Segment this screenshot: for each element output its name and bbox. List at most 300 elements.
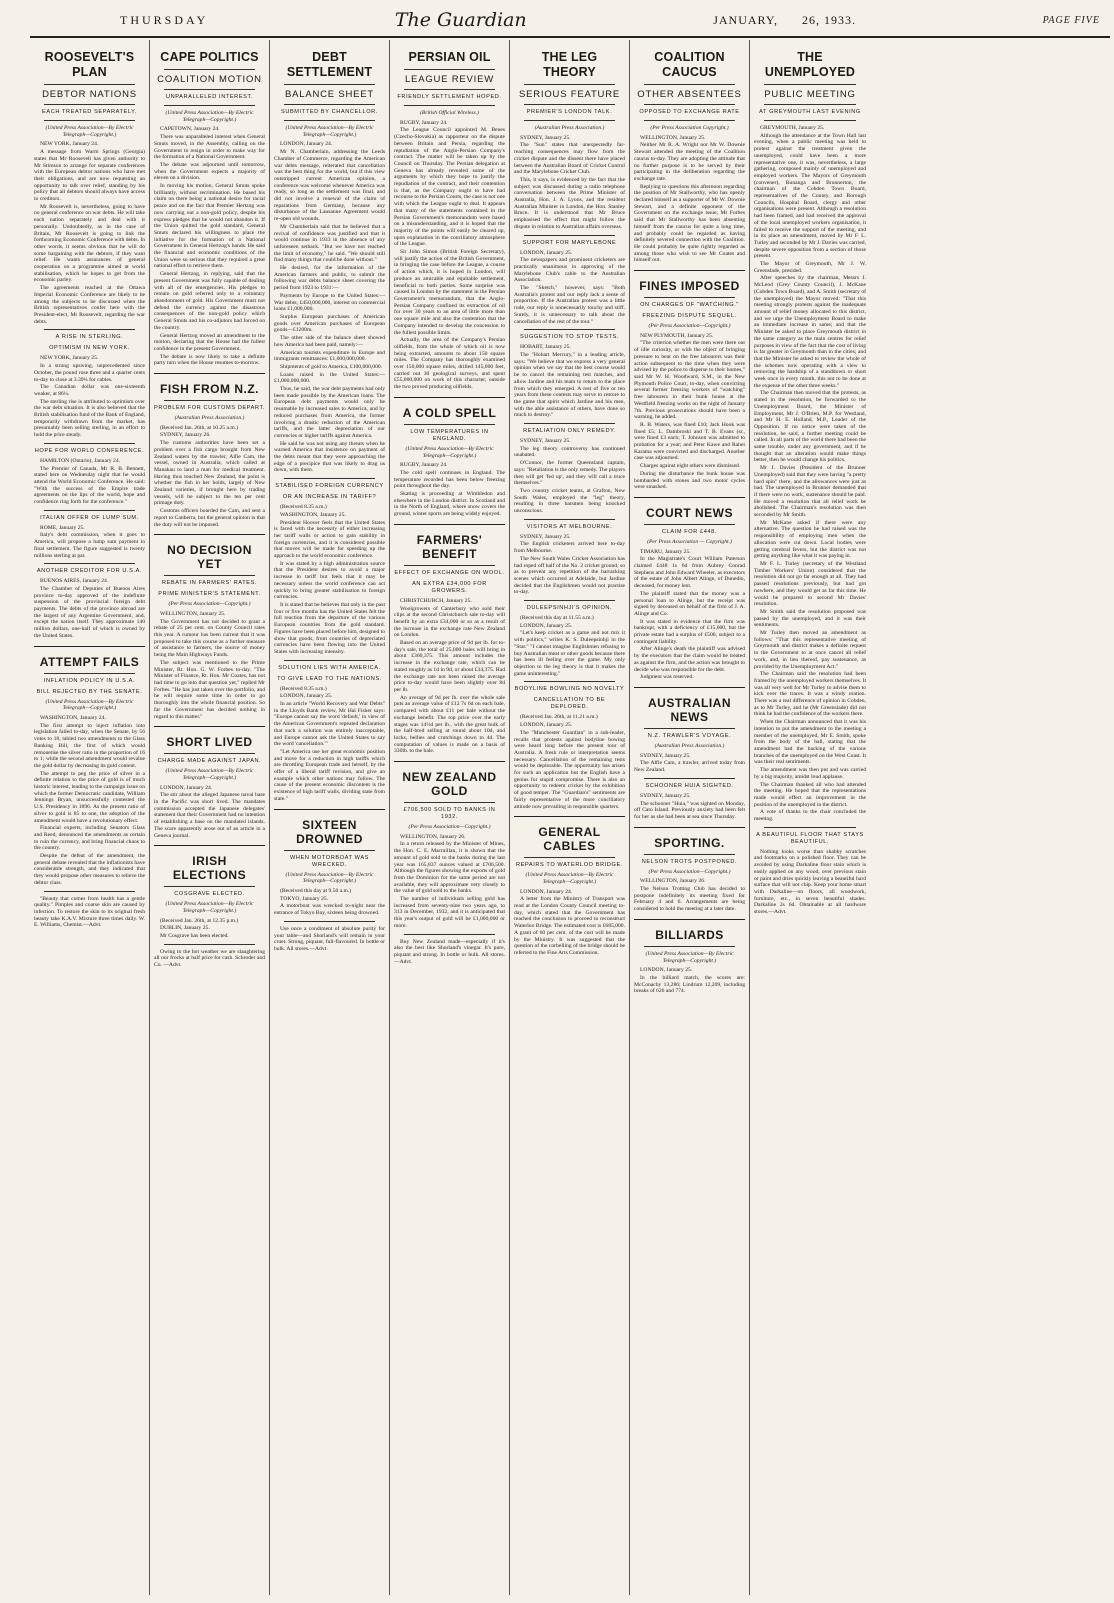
paragraph: He desired, for the information of the American farmers and public, to submit the following war debts balance sheet covering the period from 1923 to 1931:—: [274, 265, 385, 292]
paragraph: President Hoover feels that the United States is faced with the necessity of either increasing her tariff walls or action to gain stability in foreign currencies, and it is considered possible that moves will be made for speeding up the approach to the world economic conference.: [274, 519, 385, 560]
paragraph: Mr Chamberlain said that he believed that a revival of confidence was justified and that it would continue in 1933 in the absence of any unforeseen setback. "But we have not reached the limit of economy," he said. "We should still find many things that could be done without.": [274, 223, 385, 264]
dateline: (United Press Association—By Electric Telegraph—Copyright.): [165, 901, 254, 914]
headline: DEBT SETTLEMENT: [286, 50, 373, 79]
paragraph: The Chairman then moved that the protests, as stated in the resolution, be forwarded to the Unemployment Board, the Minister of Employment, Mr J. O'Brien, M.P. for Westland, and Mr H. E. Holland, M.P., Leader of the Opposition. If no notice were taken of the resolution, he said, a further meeting could be called. In all parts of the world there had been the same trouble, under any government, and if he thought that an alteration would make things better, then he would change his politics.: [754, 390, 866, 464]
section-heading: N.Z. TRAWLER'S VOYAGE.: [647, 733, 732, 739]
paragraph: The Premier of Canada, Mr R. B. Bennett, stated here on Wednesday night that he would attend the World Economic Conference. He said: "With the success of the Empire trade agreements on the lips of the world, hope and confidence ring forth for the conference.": [34, 465, 145, 506]
section-heading: EFFECT OF EXCHANGE ON WOOL.: [394, 569, 505, 576]
paragraph: The "Sun" states that unexpectedly far-reaching consequences may flow from the cricket dispute and the dissent there have placed between the Australian Board of Cricket Control and the Marylebone Cricket Club.: [514, 142, 625, 176]
section-heading: STABILISED FOREIGN CURRENCY: [275, 483, 384, 490]
column-7: [750, 40, 870, 1595]
paragraph: Loans raised in the United States:—£1,000,000,000.: [274, 371, 385, 385]
section-heading: SUPPORT FOR MARYLEBONE: [522, 239, 617, 246]
paragraph: During the disturbance the bunk house was bombarded with stones and two motor cycles were smashed.: [634, 470, 745, 491]
paragraph: After Alinge's death the plaintiff was advised by the executors that the claim would be treated as against the firm, and the action was brought to decide who was responsible for the debt.: [634, 646, 745, 673]
section-heading: PROBLEM FOR CUSTOMS DEPART.: [154, 405, 265, 412]
divider: [274, 809, 385, 810]
paragraph: NEW PLYMOUTH, January 25.: [640, 332, 714, 339]
section-heading: PREMIER'S LONDON TALK.: [526, 109, 613, 115]
rule: [644, 104, 735, 105]
paragraph: Mr F. L. Turley (secretary of the Westland Timber Workers' Union) considered that the resolution did not go far enough at all. They had passed resolutions previously, but had got nowhere, and they would get as far this time. He would be prepared to second Mr Davies' resolution.: [754, 561, 866, 608]
masthead-rule: [30, 36, 1110, 38]
section-heading: REBATE IN FARMERS' RATES.: [161, 580, 258, 587]
paragraph: Despite the defeat of the amendment, the general debate revealed that the inflationists have considerable strength, and they indicated that they would propose other measures to relieve the debtor class.: [34, 853, 145, 886]
section-heading: ON CHARGES OF "WATCHING.": [640, 302, 739, 309]
article-headline: FISH FROM N.Z.: [160, 382, 259, 397]
paragraph: Charges against eight others were dismissed.: [640, 463, 741, 470]
rule: [284, 120, 375, 121]
rule: [44, 563, 135, 564]
paragraph: LONDON, January 25.: [520, 249, 573, 256]
column-6: [630, 40, 750, 1595]
dateline: (United Press Association—By Electric Telegraph—Copyright.): [285, 125, 374, 138]
rule: [524, 857, 615, 858]
paragraph: The customs authorities have been set a problem over a fish cargo brought from New Zealand waters by the trawler, Alfie Cam, the vessel, owned in Australia, which called at Manakau to land a man for medical treatment. Having thus touched New Zealand, the point is whether the fish in her holds, largely of New Zealand varieties, if brought here by trading vessels, will be subject to the ten per cent primage duty.: [154, 440, 265, 507]
paragraph: Financial experts, including Senators Glass and Reed, denounced the amendments as certain to ruin the currency, and bring financial chaos to the country.: [34, 825, 145, 852]
section-heading: CLAIM FOR £448.: [661, 528, 717, 535]
rule: [164, 575, 255, 576]
rule: [164, 105, 255, 106]
masthead: [60, 8, 1100, 32]
rule: [284, 921, 375, 922]
rule: [644, 524, 735, 525]
article-headline: NO DECISION YET: [167, 543, 252, 572]
paragraph: Buy New Zealand made—especially if it's also the best like Shorland's vinegar. It's pure, piquant and strong. In bottle or bulk. All stores. —Advt.: [394, 938, 505, 965]
section-heading: NELSON TROTS POSTPONED.: [641, 858, 738, 865]
paragraph: The Mayor of Greymouth, Mr J. W. Greenslade, presided.: [754, 261, 866, 274]
section-heading: DULEEPSINHJI'S OPINION.: [526, 605, 613, 612]
article-headline: FARMERS' BENEFIT: [416, 532, 483, 561]
column-2: [150, 40, 270, 1595]
paragraph: LONDON, January 24.: [280, 141, 333, 148]
paragraph: The attempt to peg the price of silver in a definite relation to the price of gold is of much historic interest, leading to the campaign issue on which the former Democratic candidate, William Jennings Bryan, unsuccessfully contested the U.S. Presidency in 1896. As the present ratio of silver to gold is 85 to one, the adoption of the amendment would have a revolutionary effect.: [34, 770, 145, 824]
paragraph: The sterling rise is attributed to optimism over the war debt situation. It is also believed that the British stabilisation fund of the Bank of England, temporarily withdrawn from the market, has presumably been selling sterling, in an effort to hold the price steady.: [34, 398, 145, 439]
paragraph: (Received 8.35 a.m.): [280, 504, 327, 511]
paragraph: WELLINGTON, January 25.: [640, 134, 706, 141]
rule: [644, 84, 735, 85]
section-heading: RETALIATION ONLY REMEDY.: [523, 428, 616, 435]
paragraph: SYDNEY, January 25.: [520, 533, 571, 540]
dateline: (Australian Press Association.): [174, 415, 245, 422]
rule: [524, 600, 615, 601]
section-heading: VISITORS AT MELBOURNE.: [526, 523, 613, 530]
rule: [44, 443, 135, 444]
article-headline: IRISH ELECTIONS: [172, 854, 247, 883]
paragraph: Sir John Simon (British Foreign Secretary), will justify the action of the British Government, in bringing the case before the League, a course of action which, it is hoped in London, will produce an amicable and equitable settlement, beneficial to both parties. Some surprise was caused in London by the statement in the Persian Government's memorandum, that the Anglo-Persian Company confined its extraction of oil for over 30 years to an area of little more than one square mile and also the contention that the Company intended to develop the concession to the fullest possible limits.: [394, 249, 505, 336]
paragraph: TOKYO, January 25.: [280, 895, 329, 902]
divider: [634, 497, 745, 498]
section-heading: BODYLINE BOWLING NO NOVELTY: [514, 686, 625, 693]
paragraph: The Government has not decided to grant a rebate of 25 per cent. on County Council rates this year. A rumour has been current that it was proposed to take this course as a further measure of assistance to farmers, the source of money being the Main Highways Funds.: [154, 618, 265, 659]
rule: [164, 753, 255, 754]
paragraph: Payments by Europe to the United States:—War debts, £450,000,000, interest on commercial loans £1,000,000.: [274, 292, 385, 313]
paragraph: LONDON, January 24.: [520, 888, 573, 895]
headline: COALITION CAUCUS: [654, 50, 725, 79]
subheadline: COALITION MOTION: [157, 74, 262, 85]
headline: THE UNEMPLOYED: [764, 50, 856, 79]
paragraph: GREYMOUTH, January 25.: [760, 125, 825, 131]
paragraph: BUENOS AIRES, January 24.: [40, 578, 109, 585]
article-headline: AUSTRALIAN NEWS: [648, 696, 731, 724]
paragraph: (Received this day at 9.50 a.m.): [280, 887, 352, 894]
paragraph: The leg theory controversy has continued unabated.: [514, 445, 625, 459]
paragraph: WELLINGTON, January 26.: [400, 833, 466, 840]
paragraph: The Chairman thanked all who had attended the meeting. He hoped that the representations made would effect an improvement in the position of the unemployed in the district.: [754, 781, 866, 808]
masthead-day: THURSDAY: [120, 12, 209, 27]
paragraph: A motorboat was wrecked to-night near the entrance of Tokyo Bay, sixteen being drowned.: [274, 903, 385, 917]
paragraph: WELLINGTON, January 25.: [160, 610, 226, 617]
dateline: (United Press Association—By Electric Telegraph—Copyright.): [525, 872, 614, 885]
rule: [44, 84, 135, 85]
section-heading: FREEZING DISPUTE SEQUEL.: [642, 313, 737, 320]
rule: [524, 104, 615, 105]
rule: [764, 827, 856, 828]
paragraph: Mr Smith said the resolution proposed was passed by the unemployed, and it was their sentiments.: [754, 608, 866, 629]
rule: [524, 329, 615, 330]
paragraph: WASHINGTON, January 25.: [280, 511, 346, 518]
rule: [404, 105, 495, 106]
paragraph: In a return released by the Minister of Mines, the Hon. C. E. Macmillan, it is shown that the amount of gold sold to the banks during the last year was 165,837 ounces valued at £706,500. Although the figures showing the exports of gold from the Dominion for the same period are not available, they will approximate very closely to the value of gold sold to the banks.: [394, 841, 505, 895]
article-headline: ATTEMPT FAILS: [39, 654, 140, 669]
section-heading: COSGRAVE ELECTED.: [174, 891, 245, 898]
paragraph: R. B. Waters, was fined £10; Jack Hook was fined £5; L. Dambroski and T. B. Evans (sr., were fined £3 each; T. Johnson was admitted to probation for a year; and Peter Kawe and Rahei Karama were convicted and discharged. Another case was adjourned.: [634, 421, 745, 462]
paragraph: Mr J. Davies (President of the Brunner Unemployed) said that they were having "a pretty hard spin" there, and the allowances were just as bad. The unemployed in Brunner demanded that if there were no work, sustenance should be paid. He moved a resolution that all relief work be abolished. The Chairman's resolution was then seconded by Mr Smith.: [754, 465, 866, 519]
dateline: (Per Press Association—Copyright.): [168, 601, 251, 608]
paragraph: SYDNEY, January 25.: [640, 752, 691, 759]
paragraph: RUGBY, January 24.: [400, 119, 448, 126]
paragraph: LONDON, January 25.: [280, 693, 333, 700]
rule: [644, 778, 735, 779]
section-heading: £706,500 SOLD TO BANKS IN 1932.: [403, 807, 496, 821]
paragraph: The cold spell continues in England. The temperature recorded has been below freezing point throughout the day.: [394, 469, 505, 490]
dateline: (Per Press Association Copyright.): [650, 125, 729, 131]
dateline: (United Press Association—By Electric Telegraph—Copyright.): [165, 768, 254, 781]
rule: [644, 297, 735, 298]
paragraph: Skating is proceeding at Wimbledon and elsewhere in the London district. In Scotland and in the North of England, where snow covers the ground, winter sports are being widely enjoyed.: [394, 491, 505, 518]
rule: [164, 944, 255, 945]
article-headline: FINES IMPOSED: [639, 279, 740, 294]
paragraph: Mr N. Chamberlain, addressing the Leeds Chamber of Commerce, regarding the American war debts message, reiterated that cancellation was the best thing for the world, but if this view outstripped current American opinion, a conference was welcome whenever America was ready, so long as the settlement was final, and did not involve a renewal of the claim of reparations from Germany, because any disturbance of the Lausanne Agreement would re-open old wounds.: [274, 149, 385, 223]
section-heading: LOW TEMPERATURES IN ENGLAND.: [410, 428, 489, 442]
divider: [514, 816, 625, 817]
paragraph: In the billiard match, the scores are: McConachy 13,286; Lindrum 12,209, including breaks of 626 and 774.: [634, 974, 745, 995]
paragraph: The "Manchester Guardian" in a sub-leader, recalls that protests against bodyline bowing were heard long before the present tour of Australia. A fresh rule or interpretation seems necessary. Cancellation of the remaining tests would be deplorable. The opportunity has arisen for such an application but the English have a genius for stupid compromise. There is also an opportunity to redeem cricket by the exhibition of good temper. The "Guardian's" sentiments are fairly representative of the more conciliatory attitude now prevailing in responsible quarters.: [514, 729, 625, 810]
paragraph: A message from Warm Springs (Georgia) states that Mr Roosevelt has given authority to Mr Stimson to arrange for separate conferences with the European debtor nations who have met their obligations, and are now requesting an opportunity to talk over relief, standing by his policy that all debtors should always have access to creditors.: [34, 149, 145, 203]
paragraph: SYDNEY, January 25.: [520, 438, 571, 445]
paragraph: It was stated in evidence that the firm was bankrupt, with a deficiency of £15,000, but the private estate had a surplus of £500, subject to a contingent liability.: [634, 618, 745, 645]
subheadline: PUBLIC MEETING: [764, 89, 856, 100]
paragraph: It is stated that he believes that only in the past four or five months has the United States felt the full reaction from the departure of the various European countries from the gold standard. Figures have been placed before him, designed to show that goods, from countries of depreciated currencies have been flowing into the United States with increasing intensity.: [274, 602, 385, 655]
section-heading: A BEAUTIFUL FLOOR THAT STAYS BEAUTIFUL.: [756, 831, 864, 845]
rule: [764, 104, 856, 105]
paragraph: Mr Cosgrave has been elected.: [160, 933, 229, 940]
paragraph: The League Council appointed M. Benes (Czecho-Slovakia) as rapporteur on the dispute between Britain and Persia, regarding the repudiation of the Anglo-Persian Company's contract. The matter will be taken up by the Council on Thursday. The Persian delegation at Geneva has already revealed some of the arguments by which they hope to justify the repudiation of the contract, and their contention is that, as the Company ought to have had recourse to the Persian Courts, the case is not one with which the League ought to deal. It appears that many of the statements contained in the Persian Government's memorandum were based on a misunderstanding, and it is hoped that the majority of the points will easily be cleared up, upon explanation in the conciliatory atmosphere of the League.: [394, 127, 505, 248]
section-heading: INFLATION POLICY IN U.S.A.: [43, 677, 136, 684]
paragraph: Owing to the hot weather we are slaughtering all our frocks at half price for cash. Schroder and Co. —Advt.: [154, 948, 265, 969]
paragraph: Although the attendance at the Town Hall last evening, when a public meeting was held to protest against the treatment given the unemployed, could have been a more representative one, it was, nevertheless, a large gathering, composed mainly of unemployed and employed workers. The Mayors of Greymouth (convener), Runanga and Brunnerton, the chairman of the Cobden Town Board, representatives of the County, and Borough Councils, Hospital Board, clergy and other organisations were present. Although a resolution had been framed, and had received the approval of the local unemployed workers organisation, it failed to receive the support of the meeting, and in its place an amendment, moved by Mr F. L. Turley and seconded by Mr J. Davies was carried, despite severe opposition from a section of those present.: [754, 132, 866, 260]
paragraph: TIMARU, January 25.: [640, 548, 691, 555]
rule: [284, 850, 375, 851]
article-headline: SIXTEEN DROWNED: [296, 817, 363, 846]
paragraph: DUBLIN, January 25.: [160, 925, 210, 932]
section-heading: SUGGESTION TO STOP TESTS.: [519, 334, 620, 341]
paragraph: Replying to questions this afternoon regarding the position of Mr Stallworthy, who has openly declared himself as a supporter of Mr W. Downie Stewart, and a definite opponent of the Government on the exchange issue, Mr Forbes said that Mr Stallworthy has been absenting himself from the caucus for quite a long time, and probably could be regarded as having definitely severed connection with the Coalition. He could probably be quite rightly regarded as among those who wish to see Mr Coates and himself out.: [634, 183, 745, 264]
paragraph: NEW YORK, January 24.: [40, 141, 99, 148]
column-3: [270, 40, 390, 1595]
dateline: (United Press Association—By Electric Telegraph—Copyright.): [405, 445, 494, 459]
divider: [634, 827, 745, 828]
rule: [164, 400, 255, 401]
article-headline: SPORTING.: [654, 835, 725, 850]
rule: [524, 120, 615, 121]
section-heading: WHEN MOTORBOAT WAS WRECKED.: [290, 854, 369, 868]
paragraph: O'Connor, the former Queensland captain, says: "Retaliation is the only remedy. The players then will get 'fed up', and they will call a truce themselves.": [514, 460, 625, 487]
dateline: (Australian Press Association.): [654, 743, 725, 749]
paragraph: The debate is now likely to take a definite party turn when the House resumes to-morrow.: [154, 353, 265, 367]
column-5: [510, 40, 630, 1595]
divider: [154, 534, 265, 535]
paragraph: "The criterion whether the men were there out of idle curiosity, or with the object of bringing pressure to bear on the free labourers was their action subsequent to the time when they were advised by the police to disperse to their homes," said Mr W. H. Woodward, S.M., in the New Plymouth Police Court, to-day, when convicting several former freezing workers of "watching" free labourers in their bunk house at the Westfield freezing works on the night of January 7th. Previous prosecutions should have been a warning, he added.: [634, 340, 745, 421]
rule: [644, 120, 735, 121]
section-heading: SOLUTION LIES WITH AMERICA.: [278, 664, 381, 671]
dateline: (United Press Association—By Electric Telegraph—Copyright.): [45, 698, 134, 712]
headline: ROOSEVELT'S PLAN: [44, 50, 135, 79]
paragraph: The first attempt to inject inflation into legislation failed to-day, when the Senate, by 56 votes to 18, tabled two amendments to the Glass Banking Bill, the first of which would remonetise the silver ratio in the proportion of 16 to 1; while the second amendment would revalue the gold dollar by decreasing its gold content.: [34, 722, 145, 769]
paragraph: (Received Jan. 26th, at 11.21 a.m.): [520, 714, 598, 721]
paragraph: The debate was adjourned until tomorrow, when the Government expects a majority of eleven on a division.: [154, 161, 265, 182]
article-headline: GENERAL CABLES: [538, 825, 601, 854]
paragraph: He said he was not using any threats when he warned America that insistence on payment of the debts meant that they were approaching the edge of a precipice that was likely to drag us down, with them.: [274, 440, 385, 474]
dateline: (Australian Press Association.): [534, 125, 605, 131]
rule: [764, 120, 856, 121]
paragraph: LONDON, January 25.: [520, 622, 573, 629]
paragraph: The subject was mentioned to the Prime Minister, Rt. Hon. G. W. Forbes to-day. "The Minister of Finance, Rt. Hon. Mr Coates, has not had time to go into that question yet," replied Mr Forbes. "He has just taken over the portfolio, and he will require some time in order to go thoroughly into the whole financial position. So far the Government has decided nothing in regard to this matter.": [154, 659, 265, 720]
rule: [44, 329, 135, 330]
paragraph: There was unparalleled interest when General Smuts moved, in the Assembly, calling on the Government to resign in order to make way for the formation of a National Government.: [154, 134, 265, 161]
paragraph: Two country cricket teams, at Grafton, New South Wales, employed the "leg" theory, resulting in three batsmen being knocked unconscious.: [514, 487, 625, 515]
paragraph: The stir about the alleged Japanese naval base in the Pacific was short lived. The mandates commission accepted the Japanese delegates' statement that their Government had no intention of establishing a base on the mandated islands. The scare apparently arose out of an article in a Geneva journal.: [154, 792, 265, 839]
paragraph: It was stated by a high administration source that the President desires to avoid a major increase in tariff but feels that it may be necessary unless the world conference can act quickly to bring greater stabilisation to foreign currencies.: [274, 560, 385, 601]
paragraph: Woolgrowers of Canterbury who sold their clips at the second Christchurch sale to-day will benefit by an extra £34,000 or so as a result of the increase in the exchange rate New Zealand on London.: [394, 605, 505, 639]
paragraph: Neither Mr R. A. Wright nor Mr W. Downie Stewart attended the meeting of the Coalition caucus to-day. They are adopting the attitude that no further purpose is to be served by their participating in the deliberation regarding the exchange rate.: [634, 142, 745, 182]
dateline: (British Official Wireless.): [420, 110, 479, 116]
rule: [524, 235, 615, 236]
rule: [44, 673, 135, 674]
dateline: (United Press Association—By Electric Telegraph—Copyright.): [285, 871, 374, 885]
divider: [394, 524, 505, 525]
rule: [524, 681, 615, 682]
dateline: (Per Press Association — Copyright.): [647, 538, 732, 545]
rule: [764, 84, 856, 85]
paragraph: "Let's keep cricket as a game and not mix it with politics," writes K. S. Duleepsinhji in the "Star." "I cannot imagine Englishmen refusing to buy Australian meat or other goods because there has been ill feeling over the game. My only objection to the leg theory is that it makes the game uninteresting.": [514, 630, 625, 677]
subheadline: SERIOUS FEATURE: [518, 89, 621, 100]
column-4: [390, 40, 510, 1595]
article-headline: A COLD SPELL: [402, 405, 497, 420]
paragraph: The New South Wales Cricket Association has had roped off half of the No. 2 cricket ground, so as to prevent any repetition of the barracking scenes which occurred at Adelaide, but Jardine decided that the Englishmen would not practise to-day.: [514, 555, 625, 596]
dateline: (Per Press Association—Copyright.): [648, 868, 731, 875]
article-headline: NEW ZEALAND GOLD: [402, 770, 497, 799]
rule: [644, 728, 735, 729]
paragraph: Based on an average price of 9d per lb. for to-day's sale, the total of 25,000 bales will bring in about £360,375. This amount includes the increase in the exchange rate, which can be stated roughly as 1d in 9d, or about £34,375. Had the exchange rate not been raised the average price to-day would have been slightly over 8d per lb.: [394, 640, 505, 693]
rule: [284, 104, 375, 105]
section-heading: PRIME MINISTER'S STATEMENT.: [158, 591, 261, 598]
rule: [404, 89, 495, 90]
paragraph: In an article "World Recovery and War Debts" in the Lloyds Bank review, Mr Hal Fisher says: "Europe cannot say the word 'default,' in view of the American Government's repeated declaration that such a solution was entirely inacceptable, and Europe cannot ask the United States to say the word 'cancellation.'": [274, 701, 385, 748]
section-heading: TO GIVE LEAD TO THE NATIONS.: [277, 675, 382, 682]
headline: PERSIAN OIL: [408, 50, 491, 64]
rule: [44, 104, 135, 105]
paragraph: This, it says, is evidenced by the fact that the subject was discussed during a radio telephone conversation between the Prime Minister of Australia, Hon. J. A. Lyons, and the resident Australian Minister in London, the Hon. Stanley Bruce. It is understood that Mr Bruce emphasised the effect that might follow the dispute in relation to Australian affairs overseas.: [514, 176, 625, 230]
paragraph: NEW YORK, January 25.: [40, 355, 99, 362]
section-heading: OR AN INCREASE IN TARIFF?: [282, 494, 377, 501]
paragraph: SYDNEY, January 25.: [640, 792, 691, 799]
divider: [634, 687, 745, 688]
dateline: (United Press Association—By Electric Telegraph—Copyright.): [645, 950, 734, 964]
rule: [164, 89, 255, 90]
paragraph: In the Magistrate's Court William Paterson claimed £448 1s 6d from Aubrey Conrad Stephens and John Edward Wheeler, as executors of the estate of John Albert Alinge, of Dunedin, deceased, for money lent.: [634, 556, 745, 590]
paragraph: The Nelson Trotting Club has decided to postpone indefinitely its meeting fixed for February 4 and 6. Arrangements are being considered to hold the meeting at a later date.: [634, 886, 745, 913]
paragraph: SYDNEY, January 25.: [520, 134, 571, 141]
columns-container: [30, 40, 1110, 1595]
section-heading: FRIENDLY SETTLEMENT HOPED.: [397, 94, 502, 100]
section-heading: CHARGE MADE AGAINST JAPAN.: [157, 758, 262, 765]
paragraph: The Alfie Cam, a trawler, arrived today from New Zealand.: [634, 760, 745, 774]
paragraph: WASHINGTON, January 24.: [40, 715, 106, 721]
paragraph: The English cricketers arrived here to-day from Melbourne.: [514, 541, 625, 555]
rule: [284, 84, 375, 85]
column-1: [30, 40, 150, 1595]
section-heading: HOPE FOR WORLD CONFERENCE.: [34, 447, 145, 454]
paragraph: Nothing looks worse than shabby scratches and footmarks on a polished floor. They can be avoided by using Darkaline floor stain which is easily applied on any wood, over previous stain or paint and dries quickly leaving a beautiful hard surface that will not chip. Keep your home smart with Darkaline—on floors, all woodwork, furniture, etc., in seven beautiful shades. Darkaline 2s 6d. Obtainable at all hardware stores.—Advt.: [754, 848, 866, 916]
paragraph: LONDON, January 25.: [640, 967, 693, 974]
paragraph: The number of individuals selling gold has increased from seventy-nine two years ago, to 313 in December, 1932, and it is anticipated that this year's output of gold will be £1,000,000 or more.: [394, 896, 505, 929]
section-heading: OPPOSED TO EXCHANGE RATE: [639, 109, 740, 115]
paragraph: In a strong upswing, unprecedented since October, the pound rose three and a quarter cents to-day to close at 3.39¼ for cables.: [34, 363, 145, 383]
rule: [404, 69, 495, 70]
divider: [34, 646, 145, 647]
rule: [524, 519, 615, 520]
paragraph: WELLINGTON, January 26.: [640, 878, 706, 885]
paragraph: Customs officers boarded the Cam, and sent a report to Canberra, but the general opinion is that the duty will not be imposed.: [154, 508, 265, 528]
paragraph: Judgment was reserved.: [640, 674, 694, 681]
paragraph: Mr Turley then moved an amendment as follows: "That this representative meeting of Greymouth and district makes a definite request to the Government to at once cancel all relief work, and, in lieu thereof, pay sustenance, as provided by the Unemployment Act.": [754, 630, 866, 670]
section-heading: SUBMITTED BY CHANCELLOR.: [281, 109, 378, 115]
paragraph: The "Hobart Mercury," in a leading article, says: "We believe that we express a very general opinion when we say that the best course would be to cancel the remaining test matches, and allow Jardine and his team to return to the place from which they emerged. A rest of five or ten years from these contests may serve to restore to the game that spirit which Jardine and his men, with the able assistance of others, have done so much to destroy.": [514, 351, 625, 419]
paragraph: The agreements reached at the Ottawa Imperial Economic Conference are likely to be among the subjects to be discussed when the British representatives confer here with the President-elect, Mr Roosevelt, regarding the war debts.: [34, 285, 145, 325]
section-heading: ITALIAN OFFER OF LUMP SUM.: [40, 514, 139, 521]
rule: [404, 934, 495, 935]
subheadline: OTHER ABSENTEES: [637, 89, 742, 100]
paragraph: In moving his motion, General Smuts spoke brilliantly, without recrimination. He based his claim on there being a national desire for racial peace and on the fact that Premier Hertzog was now carrying out a non-gold policy, despite his express pledges that he would not abandon it. If the Union quitted the gold standard, General Smuts declared his willingness to place the initiative for the formation of a National Government in General Hertzog's hands. He said the financial and economic conditions of the Union were so serious that they required a great national effort to retrieve them.: [154, 183, 265, 270]
paragraph: "Beauty that comes from health has a gentle quality." Pimples and coarse skin are caused by infection. To restore the skin to its original fresh beauty take K.A.V. Mixture three times daily. W. E. Williams, Chemist.—Advt.: [34, 895, 145, 929]
masthead-date: JANUARY, 26, 1933.: [713, 12, 856, 27]
paragraph: (Received this day at 11.55 a.m.): [520, 615, 594, 622]
divider: [634, 270, 745, 271]
section-heading: UNPARALLELED INTEREST.: [165, 94, 254, 100]
section-heading: OPTIMISM IN NEW YORK.: [49, 345, 130, 352]
section-heading: CANCELLATION TO BE DEPLORED.: [533, 697, 606, 711]
dateline: (United Press Association—By Electric Telegraph—Copyright.): [165, 110, 254, 123]
paragraph: The schooner "Huia," was sighted on Monday, off Cato Island. Previously anxiety had been felt for her as she had been at sea since Thursday.: [634, 800, 745, 820]
subheadline: BALANCE SHEET: [284, 89, 375, 100]
divider: [154, 726, 265, 727]
rule: [284, 478, 375, 479]
paragraph: A vote of thanks to the chair concluded the meeting.: [754, 809, 866, 823]
paragraph: The Chamber of Deputies of Buenos Aires province to-day approved of the indefinite suspension of the provincial foreign debt payments. The debts of the province abroad are the largest of any Argentine Government, and, except the nation itself. They approximate 140 million dollars, one-half of which is owned by the United States.: [34, 585, 145, 639]
rule: [164, 69, 255, 70]
paragraph: An average of 9d per lb. over the whole sale puts an average value of £12 7s 6d on each bale, compared with about £11 per bale without the exchange benefit. The top price over the early stages was 14½d per lb., with the great bulk of the half-bred selling at round about 10d, and locks, bellies and crutchings down to 4d. The computation of values is made on a basis of 330lb. to the bale.: [394, 694, 505, 755]
dateline: (Per Press Association—Copyright.): [648, 323, 731, 330]
rule: [524, 423, 615, 424]
headline: THE LEG THEORY: [541, 50, 598, 79]
paragraph: ROME, January 25.: [40, 524, 85, 531]
subheadline: DEBTOR NATIONS: [42, 89, 137, 100]
paragraph: The other side of the balance sheet showed how America had been paid, namely:—: [274, 335, 385, 348]
rule: [44, 120, 135, 121]
paragraph: General Hertzog, in replying, said that the present Government was fully capable of dealing with all of the emergencies. His pledges to remain on gold referred only to a voluntary abandonment of gold. His Government must not defend the currency against the disastrous consequences of the non-gold policy which General Smuts and his co-adjutors had forced on the country.: [154, 271, 265, 331]
rule: [404, 565, 495, 566]
paragraph: CAPETOWN, January 24.: [160, 126, 220, 133]
rule: [644, 854, 735, 855]
paragraph: (Received 8.35 a.m.): [280, 685, 327, 692]
rule: [644, 946, 735, 947]
section-heading: EACH TREATED SEPARATELY.: [42, 109, 137, 115]
rule: [404, 802, 495, 803]
section-heading: AN EXTRA £34,000 FOR GROWERS.: [412, 580, 487, 594]
article-headline: COURT NEWS: [646, 505, 733, 520]
rule: [44, 510, 135, 511]
rule: [284, 660, 375, 661]
section-heading: SCHOONER HUIA SIGHTED.: [645, 782, 734, 789]
headline: CAPE POLITICS: [160, 50, 259, 64]
paragraph: Actually, the area of the Company's Persian oilfields, from the whole of which oil is now being extracted, amounts to about 150 square miles. The Company has thoroughly examined over 150,000 square miles, drilled 145,000 feet, carried out 30 geological surveys, and spent £55,000,000 on work of this character, outside the two proved producing oilfields.: [394, 337, 505, 391]
paragraph: HOBART, January 25.: [520, 344, 571, 351]
dateline: (United Press Association—By Electric Telegraph—Copyright.): [45, 125, 134, 138]
section-heading: A RISE IN STERLING.: [55, 334, 124, 341]
paragraph: Mr McKane asked if there were any alternative. The question he had raised was the responsibility of employing men when the allocation were cut down. Local bodies were getting cerebral fevers, but the district was not getting anything like what it was paying in.: [754, 519, 866, 560]
divider: [154, 373, 265, 374]
paragraph: CHRISTCHURCH, January 25.: [400, 597, 472, 604]
paragraph: General Hertzog moved an amendment to the motion, declaring that the House had the fullest confidence in the present Government.: [154, 332, 265, 352]
masthead-page-number: PAGE FIVE: [1042, 14, 1100, 26]
paragraph: The "Sketch," however, says: "Both Australia's protest and our reply lack a sense of proportion. If the Australian protest was a little rude, our reply is unnecessarily touchy and stiff. Surely, it is unnecessary to talk about the cancellation of the rest of the tour.": [514, 285, 625, 325]
paragraph: HAMILTON (Ontario), January 24.: [40, 457, 121, 464]
paragraph: A letter from the Ministry of Transport was read at the London County Council meeting to-day, which stated that the Government has reached the conclusion to proceed to reconstruct Waterloo Bridge. The estimated cost is £685,000. A grant of 60 per cent. of the cost will be made by the Ministry. It was suggested that the question of the corbelling of the bridge should be referred to the Fine Arts Commission.: [514, 896, 625, 956]
paragraph: The newspapers and prominent cricketers are practically unanimous in approving of the Marylebone Club's cable to the Australian Association.: [514, 257, 625, 284]
paragraph: "Let America use her great economic position and move for a reduction in high tariffs which are throttling European trade and herself, by the offer of a liberal tariff revision, and give an example which other nations may follow. The cause of the present economic discontent is the existence of high tariff walls, dividing state from state.": [274, 748, 385, 802]
section-heading: AT GREYMOUTH LAST EVENING: [759, 109, 861, 115]
paragraph: The Canadian dollar was one-sixteenth weaker, at 86¼.: [34, 384, 145, 397]
paragraph: Surplus European purchases of American goods over American purchases of European goods—£1200m.: [274, 313, 385, 334]
subheadline: LEAGUE REVIEW: [404, 74, 495, 85]
article-headline: SHORT LIVED: [166, 735, 253, 750]
section-heading: BILL REJECTED BY THE SENATE.: [36, 688, 143, 695]
masthead-paper-title: The Guardian: [394, 9, 527, 31]
paragraph: After speeches by the chairman, Messrs J. McLeod (Grey County Council), J. McKane (Cobden Town Board), and A. Smith (secretary of the unemployed) the Mayor moved: "That this meeting strongly protests against the inadequate amount of relief money allocated to this district, and we urge the Unemployment Board to make an immediate increase in same; and that the Minister be asked to place Greymouth district in the same category as the main centres for relief purposes in view of the fact that the cost of living is far greater in Greymouth than in the cities; and that the Minister be asked to review the whole of the schemes now operating with a view to removing the hardship of a standdown or short week once in every month, this not to be done at the expense of the other three weeks.": [754, 275, 866, 389]
paragraph: The amendment was then put and was carried by a big majority, amidst loud applause.: [754, 767, 866, 780]
divider: [394, 761, 505, 762]
rule: [164, 886, 255, 887]
article-headline: BILLIARDS: [655, 927, 724, 942]
paragraph: Shipments of gold to America, £100,000,000.: [280, 363, 383, 370]
paragraph: (Received Jan. 26th, at 12.35 p.m.): [160, 917, 239, 924]
paragraph: American tourists expenditure in Europe and immigrants remittances: £1,000,000,000.: [274, 349, 385, 363]
paragraph: Thus, he said, the war debt payments had only been made possible by the American loans. The European debt payments would only be resumable by increased sales to America, and by reduced purchases from America, the former involving a drastic reduction of the American tariffs, and the latter depreciation of our currencies or higher tariffs against America.: [274, 386, 385, 439]
paragraph: Mr Roosevelt is, nevertheless, going to have no general conference on war debts. He will take each nation separately and deal with it personally. Undoubtedly, as in the case of Britain, Mr Roosevelt is going to link the forthcoming Economic Conference with debts. In other words, it seems obvious that he will do some bargaining with the debtors, if they want relief. He wants assurances of general cooperation on a programme aimed at world stabilisation, which he hopes to get from the economic parley.: [34, 203, 145, 284]
rule: [524, 84, 615, 85]
section-heading: ANOTHER CREDITOR FOR U.S.A.: [36, 568, 143, 575]
paragraph: When the Chairman announced that it was his intention to put the amendment to the meeting a member of the unemployed, Mr E. Smith, spoke from the body of the hall, stating that the amendment had the backing of the various branches of the unemployed on the West Coast. It was their real sentiments.: [754, 719, 866, 766]
